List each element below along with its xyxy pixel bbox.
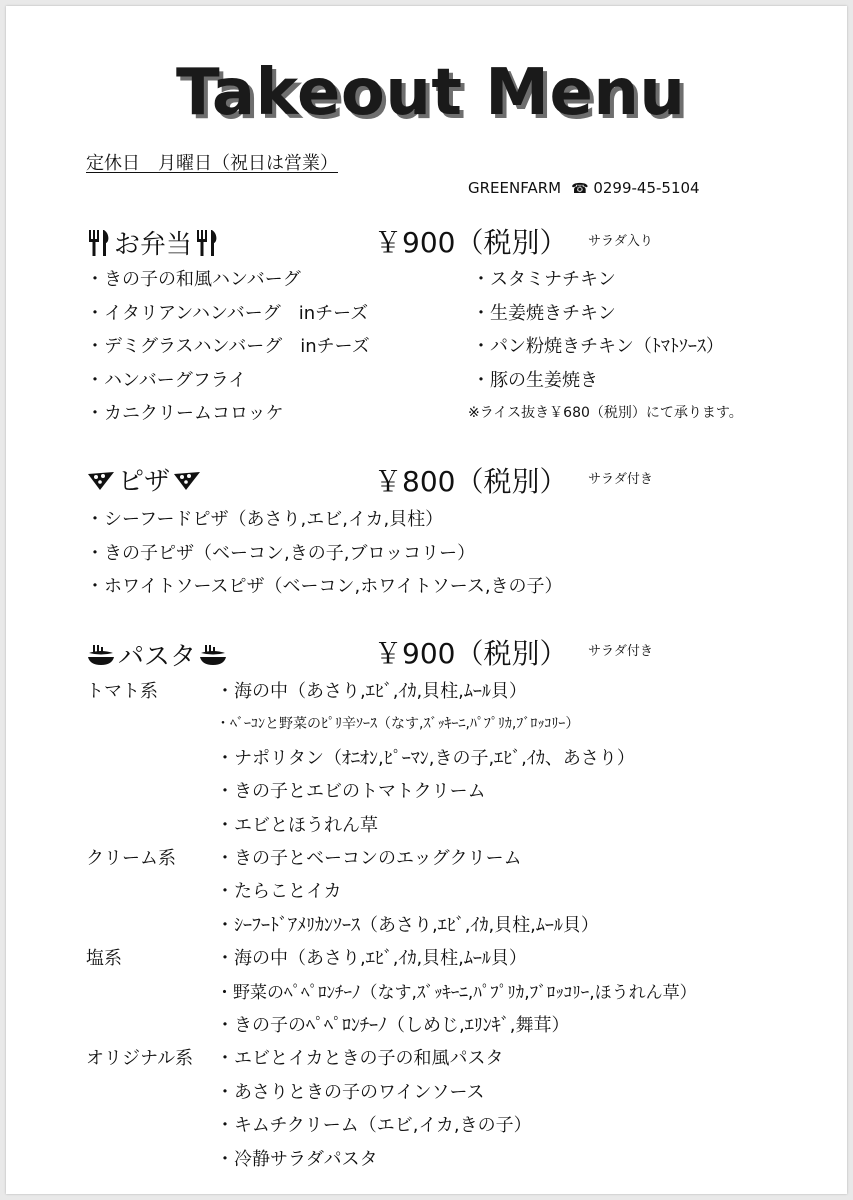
bento-item: ・デミグラスハンバーグ inチーズ [86,336,370,357]
phone-icon: ☎ [571,181,589,197]
bento-item: ・豚の生姜焼き [472,370,598,391]
rice-note: ※ライス抜き￥680（税別）にて承ります。 [468,405,743,421]
pasta-category-tomato: トマト系 [86,681,158,702]
bento-item: ・イタリアンハンバーグ inチーズ [86,303,369,324]
pasta-item: ・きの子とベーコンのエッグクリーム [216,848,522,869]
pasta-item: ・ｼｰﾌｰﾄﾞｱﾒﾘｶﾝｿｰｽ（あさり,ｴﾋﾞ,ｲｶ,貝柱,ﾑｰﾙ貝） [216,915,599,936]
menu-page [6,6,847,1194]
pasta-item: ・あさりときの子のワインソース [216,1082,485,1103]
shop-name: GREENFARM [468,179,562,197]
closed-day-notice: 定休日 月曜日（祝日は営業） [86,153,338,174]
pasta-title: パスタ [118,642,197,672]
bento-title: お弁当 [114,230,193,260]
fork-knife-icon [194,228,220,258]
pasta-item: ・海の中（あさり,ｴﾋﾞ,ｲｶ,貝柱,ﾑｰﾙ貝） [216,681,527,702]
pizza-icon [86,468,116,492]
pasta-item: ・エビとほうれん草 [216,815,378,836]
phone-line [571,179,700,197]
pizza-title: ピザ [118,467,171,497]
pasta-item: ・きの子のﾍﾟﾍﾟﾛﾝﾁｰﾉ（しめじ,ｴﾘﾝｷﾞ,舞茸） [216,1015,570,1036]
bento-heading [86,224,220,261]
pizza-price: ￥800（税別） [374,465,568,498]
bento-price: ￥900（税別） [374,226,568,259]
pasta-item: ・キムチクリーム（エビ,イカ,きの子） [216,1115,532,1136]
pasta-category-cream: クリーム系 [86,848,176,869]
bento-item: ・パン粉焼きチキン（ﾄﾏﾄｿｰｽ） [472,336,724,357]
pasta-item: ・海の中（あさり,ｴﾋﾞ,ｲｶ,貝柱,ﾑｰﾙ貝） [216,948,527,969]
pasta-item: ・ナポリタン（ｵﾆｵﾝ,ﾋﾟｰﾏﾝ,きの子,ｴﾋﾞ,ｲｶ、あさり） [216,748,635,769]
fork-knife-icon [86,228,112,258]
pizza-heading [86,461,202,498]
pasta-heading [86,636,228,673]
pizza-item: ・きの子ピザ（ベーコン,きの子,ブロッコリー） [86,543,476,564]
pasta-item: ・ﾍﾞｰｺﾝと野菜のﾋﾟﾘ辛ｿｰｽ（なす,ｽﾞｯｷｰﾆ,ﾊﾟﾌﾟﾘｶ,ﾌﾞﾛｯｺﾘｰ） [216,716,580,732]
pasta-icon [86,643,116,667]
bento-item: ・生姜焼きチキン [472,303,616,324]
pasta-note: サラダ付き [588,644,653,659]
pizza-icon [172,468,202,492]
pasta-category-original: オリジナル系 [86,1048,194,1069]
page-title: Takeout Menu [176,56,686,130]
pizza-item: ・シーフードピザ（あさり,エビ,イカ,貝柱） [86,509,444,530]
bento-item: ・カニクリームコロッケ [86,403,284,424]
pasta-category-salt: 塩系 [86,948,122,969]
bento-note: サラダ入り [588,234,653,249]
phone-number: 0299-45-5104 [593,179,700,197]
shop-contact [468,179,700,197]
pasta-icon [198,643,228,667]
bento-item: ・スタミナチキン [472,269,616,290]
bento-item: ・きの子の和風ハンバーグ [86,269,301,290]
pizza-note: サラダ付き [588,472,653,487]
pizza-item: ・ホワイトソースピザ（ベーコン,ホワイトソース,きの子） [86,576,563,597]
pasta-item: ・きの子とエビのトマトクリーム [216,781,486,802]
pasta-item: ・エビとイカときの子の和風パスタ [216,1048,504,1069]
pasta-price: ￥900（税別） [374,637,568,670]
pasta-item: ・野菜のﾍﾟﾍﾟﾛﾝﾁｰﾉ（なす,ｽﾞｯｷｰﾆ,ﾊﾟﾌﾟﾘｶ,ﾌﾞﾛｯｺﾘｰ,ほうれん草） [216,983,697,1003]
pasta-item: ・冷静サラダパスタ [216,1149,378,1170]
pasta-item: ・たらことイカ [216,881,342,902]
bento-item: ・ハンバーグフライ [86,370,247,391]
